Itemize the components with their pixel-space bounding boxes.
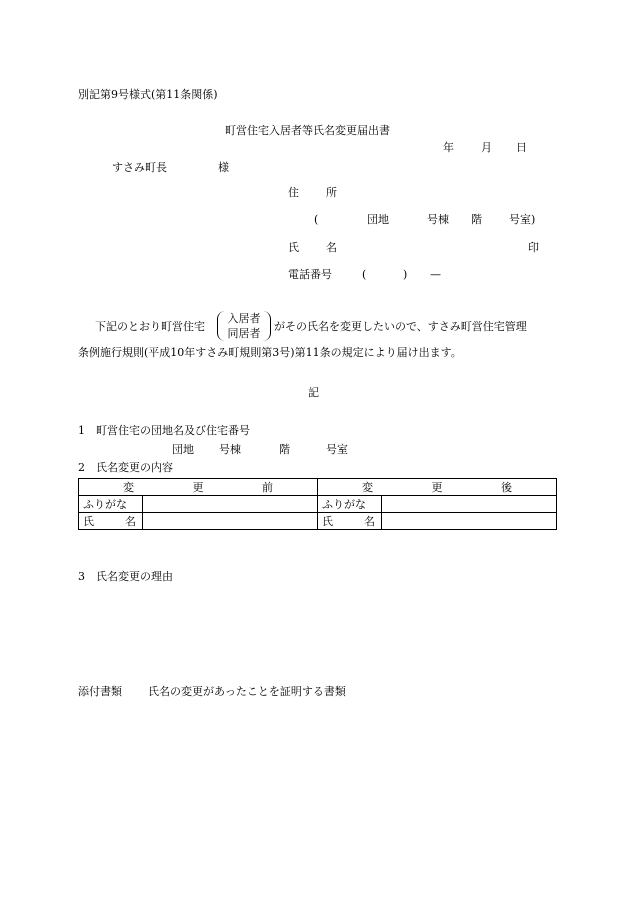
address-danchi: 団地	[367, 213, 389, 226]
bracket-option-resident: 入居者	[227, 312, 261, 325]
addressee-name: すさみ町長	[112, 161, 167, 174]
phone-label: 電話番号	[288, 268, 332, 281]
date-year-label: 年	[443, 141, 454, 154]
after-furigana-label: ふりがな	[318, 496, 382, 513]
after-name-label: 氏 名	[318, 513, 382, 530]
addressee-honorific: 様	[218, 161, 229, 174]
section1-title: 1 町営住宅の団地名及び住宅番号	[78, 424, 250, 437]
body-tail: がその氏名を変更したいので、すさみ町営住宅管理	[274, 320, 527, 333]
address-open-paren: (	[314, 213, 319, 226]
section2-title: 2 氏名変更の内容	[78, 461, 173, 474]
section3-title: 3 氏名変更の理由	[78, 570, 173, 583]
date-day-label: 日	[516, 141, 527, 154]
section1-goshitsu: 号室	[326, 443, 348, 456]
phone-dash: —	[430, 268, 441, 281]
name-change-table	[78, 478, 557, 530]
form-reference: 別記第9号様式(第11条関係)	[78, 88, 218, 101]
section1-danchi: 団地	[172, 443, 194, 456]
address-label-2: 所	[326, 186, 337, 199]
after-furigana-field[interactable]	[382, 496, 557, 513]
body-line2: 条例施行規則(平成10年すさみ町規則第3号)第11条の規定により届け出ます。	[78, 346, 462, 359]
name-label-1: 氏	[288, 241, 299, 254]
seal-mark: 印	[528, 241, 539, 254]
before-furigana-label: ふりがな	[79, 496, 143, 513]
before-name-field[interactable]	[143, 513, 318, 530]
before-header: 変 更 前	[79, 479, 318, 496]
date-month-label: 月	[481, 141, 492, 154]
address-label-1: 住	[288, 186, 299, 199]
phone-close-paren: )	[403, 268, 408, 281]
form-title: 町営住宅入居者等氏名変更届出書	[225, 124, 390, 137]
name-label-2: 名	[326, 241, 337, 254]
section1-gotou: 号棟	[219, 443, 241, 456]
attachment-text: 氏名の変更があったことを証明する書類	[148, 685, 346, 698]
resident-type-bracket	[217, 311, 271, 341]
address-gotou: 号棟	[427, 213, 449, 226]
after-name-field[interactable]	[382, 513, 557, 530]
address-goshitsu: 号室)	[509, 213, 536, 226]
attachment-label: 添付書類	[78, 685, 122, 698]
address-kai: 階	[471, 213, 482, 226]
before-furigana-field[interactable]	[143, 496, 318, 513]
body-lead: 下記のとおり町営住宅	[95, 320, 205, 333]
phone-open-paren: (	[362, 268, 367, 281]
ki-heading: 記	[308, 386, 319, 399]
bracket-option-cohabitant: 同居者	[227, 327, 261, 340]
after-header: 変 更 後	[318, 479, 557, 496]
section1-kai: 階	[279, 443, 290, 456]
before-name-label: 氏 名	[79, 513, 143, 530]
